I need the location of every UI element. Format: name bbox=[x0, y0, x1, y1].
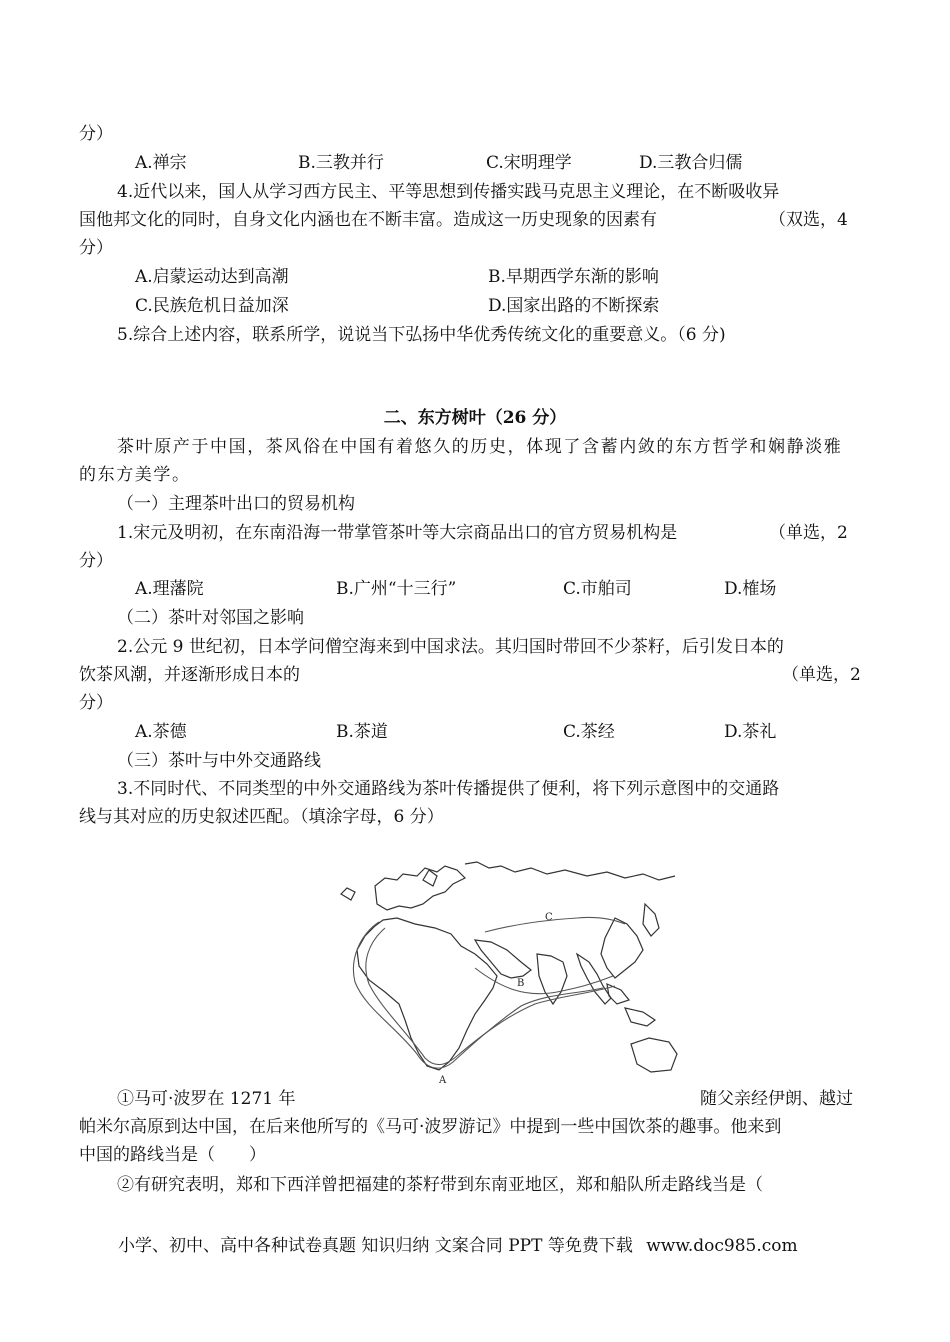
q1-option-c: C.市舶司 bbox=[563, 579, 632, 599]
q4-line3: 分） bbox=[79, 238, 113, 258]
q2-line2: 饮茶风潮，并逐渐形成日本的 bbox=[79, 665, 300, 685]
q1-option-d: D.榷场 bbox=[724, 579, 777, 599]
subheading-1: （一）主理茶叶出口的贸易机构 bbox=[117, 494, 355, 514]
footer-url[interactable]: www.doc985.com bbox=[646, 1236, 798, 1256]
q1-line1: 1.宋元及明初，在东南沿海一带掌管茶叶等大宗商品出口的官方贸易机构是 bbox=[117, 523, 678, 543]
q4-score: （双选，4 bbox=[769, 210, 848, 230]
q2-option-d: D.茶礼 bbox=[724, 722, 777, 742]
option-a: A.禅宗 bbox=[135, 153, 187, 173]
coastlines bbox=[341, 862, 677, 1072]
item1-line3: 中国的路线当是（ ） bbox=[79, 1145, 266, 1165]
trade-route-map bbox=[325, 858, 680, 1086]
item2-line1: ②有研究表明，郑和下西洋曾把福建的茶籽带到东南亚地区，郑和船队所走路线当是（ bbox=[117, 1175, 763, 1195]
q2-line3: 分） bbox=[79, 693, 113, 713]
q4-option-c: C.民族危机日益加深 bbox=[135, 296, 289, 316]
q4-option-d: D.国家出路的不断探索 bbox=[488, 296, 660, 316]
route-a-return bbox=[366, 928, 615, 1065]
q4-line1: 4.近代以来，国人从学习西方民主、平等思想到传播实践马克思主义理论，在不断吸收异 bbox=[117, 182, 780, 202]
item1-line2: 帕米尔高原到达中国，在后来他所写的《马可·波罗游记》中提到一些中国饮茶的趣事。他来到 bbox=[79, 1117, 782, 1137]
q4-line2: 国他邦文化的同时，自身文化内涵也在不断丰富。造成这一历史现象的因素有 bbox=[79, 210, 657, 230]
intro-line1: 茶叶原产于中国，茶风俗在中国有着悠久的历史，体现了含蓄内敛的东方哲学和娴静淡雅 bbox=[117, 437, 843, 457]
q1-line2: 分） bbox=[79, 551, 113, 571]
map-label-c: C bbox=[545, 912, 553, 923]
q4-option-a: A.启蒙运动达到高潮 bbox=[135, 267, 289, 287]
route-a bbox=[353, 922, 603, 1068]
footer bbox=[118, 1231, 806, 1256]
item1-end: 随父亲经伊朗、越过 bbox=[700, 1089, 853, 1109]
option-d: D.三教合归儒 bbox=[639, 153, 743, 173]
q2-option-b: B.茶道 bbox=[336, 722, 388, 742]
section-title: 二、东方树叶（26 分） bbox=[383, 408, 567, 428]
q1-score: （单选，2 bbox=[769, 523, 848, 543]
q2-option-a: A.茶德 bbox=[135, 722, 187, 742]
q2-option-c: C.茶经 bbox=[563, 722, 615, 742]
q2-score: （单选，2 bbox=[782, 665, 861, 685]
intro-line2: 的东方美学。 bbox=[79, 465, 191, 485]
route-c bbox=[485, 917, 625, 932]
option-b: B.三教并行 bbox=[298, 153, 384, 173]
map-label-b: B bbox=[517, 978, 525, 989]
map-label-a: A bbox=[439, 1075, 447, 1086]
q1-option-a: A.理藩院 bbox=[135, 579, 204, 599]
footer-text: 小学、初中、高中各种试卷真题 知识归纳 文案合同 PPT 等免费下载 bbox=[118, 1236, 633, 1256]
q3-line1: 3.不同时代、不同类型的中外交通路线为茶叶传播提供了便利，将下列示意图中的交通路 bbox=[117, 779, 780, 799]
q3-continuation: 分） bbox=[79, 124, 113, 144]
q5: 5.综合上述内容，联系所学，说说当下弘扬中华优秀传统文化的重要意义。（6 分) bbox=[117, 325, 726, 345]
q2-line1: 2.公元 9 世纪初，日本学问僧空海来到中国求法。其归国时带回不少茶籽，后引发日本的 bbox=[117, 637, 784, 657]
q4-option-b: B.早期西学东渐的影响 bbox=[488, 267, 659, 287]
option-c: C.宋明理学 bbox=[486, 153, 572, 173]
q1-option-b: B.广州“十三行” bbox=[336, 579, 457, 599]
q3-line2: 线与其对应的历史叙述匹配。（填涂字母，6 分） bbox=[79, 807, 444, 827]
subheading-2: （二）茶叶对邻国之影响 bbox=[117, 608, 304, 628]
subheading-3: （三）茶叶与中外交通路线 bbox=[117, 751, 321, 771]
item1-start: ①马可·波罗在 1271 年 bbox=[117, 1089, 296, 1109]
